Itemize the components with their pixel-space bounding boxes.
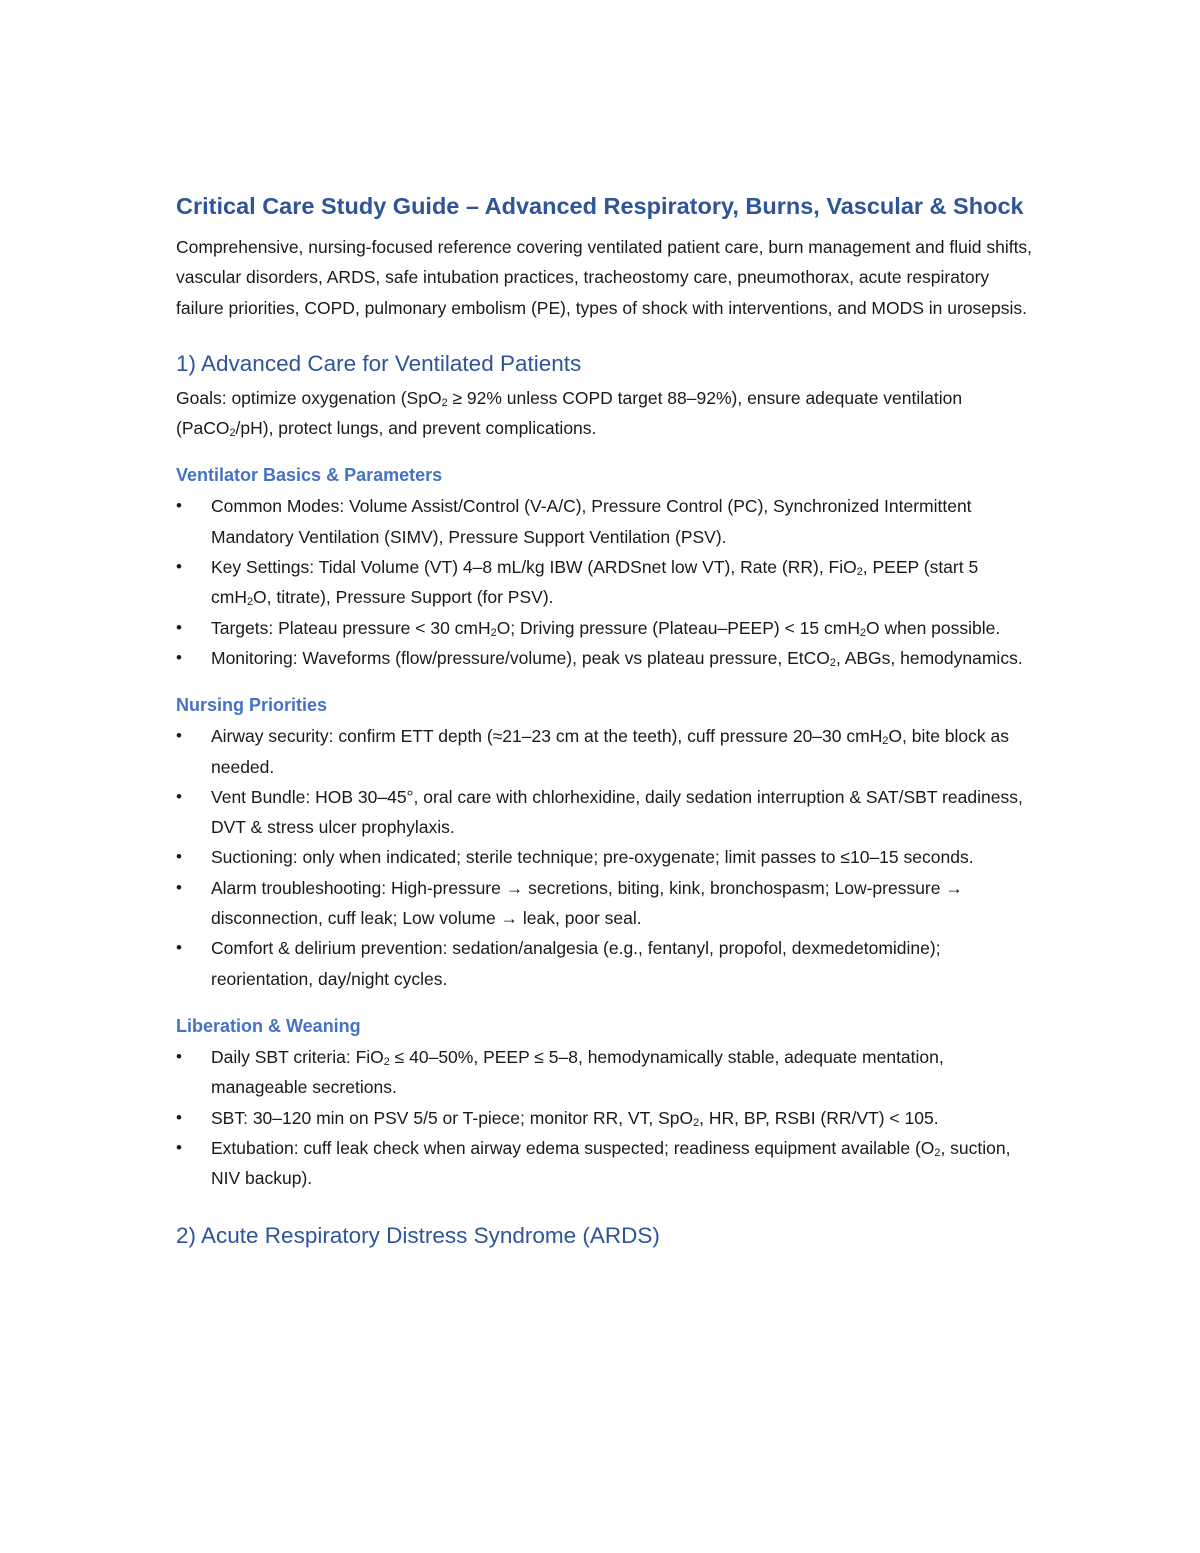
- list-item: • Comfort & delirium prevention: sedation/analgesia (e.g., fentanyl, propofol, dexmedetomidine); reorientation, day/night cycles.: [176, 933, 1036, 994]
- liberation-weaning-list: [176, 1042, 1036, 1193]
- section-heading-ventilated-patients: 1) Advanced Care for Ventilated Patients: [176, 350, 582, 376]
- bullet-icon: •: [176, 1137, 182, 1157]
- goals-paragraph: Goals: optimize oxygenation (SpO$_2$ ≥ 92% unless COPD target 88–92%), ensure adequate ventilation (PaCO$_2$/pH), protect lungs, and prevent complications.: [176, 387, 963, 440]
- bullet-icon: •: [176, 1107, 182, 1127]
- bullet-icon: •: [176, 938, 182, 958]
- bullet-icon: •: [176, 557, 182, 577]
- list-item: • SBT: 30–120 min on PSV 5/5 or T-piece; monitor RR, VT, SpO$_2$, HR, BP, RSBI (RR/VT) < 105.: [176, 1103, 1036, 1133]
- list-item: • Vent Bundle: HOB 30–45°, oral care with chlorhexidine, daily sedation interruption & SAT/SBT readiness, DVT & stress ulcer prophylaxis.: [176, 782, 1036, 843]
- list-item: • Common Modes: Volume Assist/Control (V-A/C), Pressure Control (PC), Synchronized Intermittent Mandatory Ventilation (SIMV), Pressure Support Ventilation (PSV).: [176, 491, 1036, 552]
- ventilator-basics-list: [176, 491, 1036, 673]
- list-item: • Airway security: confirm ETT depth (≈21–23 cm at the teeth), cuff pressure 20–30 cmH$_2$O, bite block as needed.: [176, 721, 1036, 782]
- bullet-icon: •: [176, 496, 182, 516]
- document-title: Critical Care Study Guide – Advanced Respiratory, Burns, Vascular & Shock: [176, 193, 1024, 219]
- list-item: • Extubation: cuff leak check when airway edema suspected; readiness equipment available ($O_2$, suction, NIV backup).: [176, 1133, 1036, 1194]
- bullet-icon: •: [176, 786, 182, 806]
- bullet-icon: •: [176, 617, 182, 637]
- bullet-icon: •: [176, 1046, 182, 1066]
- list-item: • Monitoring: Waveforms (flow/pressure/volume), peak vs plateau pressure, EtCO$_2$, ABGs, hemodynamics.: [176, 643, 1036, 673]
- intro-paragraph: Comprehensive, nursing-focused reference covering ventilated patient care, burn management and fluid shifts, vascular disorders, ARDS, safe intubation practices, tracheostomy care, pneumothorax, acute respiratory failure priorities, COPD, pulmonary embolism (PE), types of shock with interventions, and MODS in urosepsis.: [176, 237, 1033, 318]
- list-item: • Targets: Plateau pressure < 30 cmH$_2$O; Driving pressure (Plateau–PEEP) < 15 cmH$_2$O when possible.: [176, 613, 1036, 643]
- subheading-ventilator-basics: Ventilator Basics & Parameters: [176, 465, 443, 486]
- list-item: • Daily SBT criteria: FiO$_2$ ≤ 40–50%, PEEP ≤ 5–8, hemodynamically stable, adequate mentation, manageable secretions.: [176, 1042, 1036, 1103]
- bullet-icon: •: [176, 726, 182, 746]
- list-item: • Key Settings: Tidal Volume (VT) 4–8 mL/kg IBW (ARDSnet low VT), Rate (RR), FiO$_2$, PEEP (start 5 cmH$_2$O, titrate), Pressure Support (for PSV).: [176, 552, 1036, 613]
- list-item: • Suctioning: only when indicated; sterile technique; pre-oxygenate; limit passes to ≤10–15 seconds.: [176, 842, 1036, 872]
- bullet-icon: •: [176, 877, 182, 897]
- subheading-nursing-priorities: Nursing Priorities: [176, 695, 328, 716]
- document-page: [176, 188, 1036, 1255]
- nursing-priorities-list: [176, 721, 1036, 994]
- bullet-icon: •: [176, 647, 182, 667]
- bullet-icon: •: [176, 847, 182, 867]
- section-heading-ards: 2) Acute Respiratory Distress Syndrome (ARDS): [176, 1223, 660, 1249]
- subheading-liberation-weaning: Liberation & Weaning: [176, 1015, 361, 1036]
- list-item: • Alarm troubleshooting: High-pressure → secretions, biting, kink, bronchospasm; Low-pressure → disconnection, cuff leak; Low volume → leak, poor seal.: [176, 873, 1036, 934]
